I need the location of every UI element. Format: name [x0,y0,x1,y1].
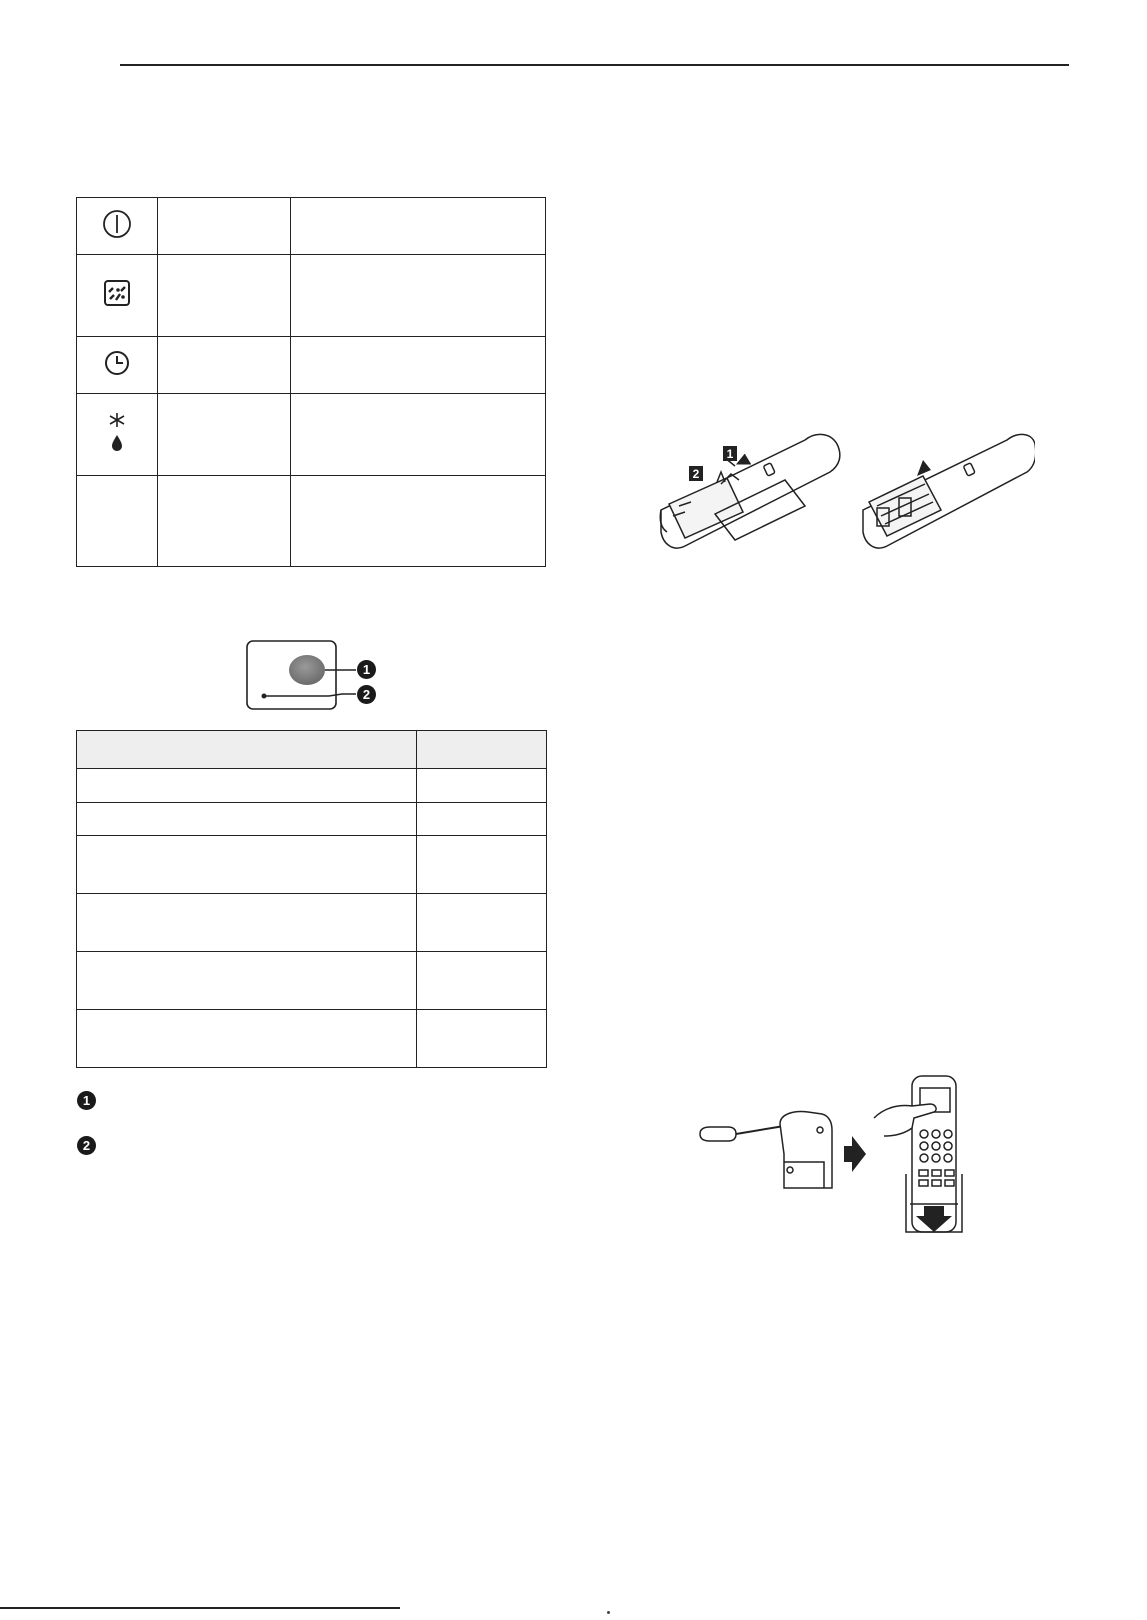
remote-closed-drawing [660,434,840,548]
table-row [77,803,547,836]
table-cell [77,769,417,803]
plasma-icon [103,279,131,307]
callout-1: 1 [357,660,376,679]
table-row [77,476,546,567]
indicator-table [76,197,546,567]
table-row [77,894,547,952]
indicator-description [291,394,546,476]
insert-arrow-icon [917,460,931,476]
indicator-description [291,255,546,337]
note-marker-1: 1 [77,1091,96,1110]
receiver-led [262,694,267,699]
table-cell [417,769,547,803]
holder-mounting-illustration [698,1074,968,1240]
table-header-cell [417,731,547,769]
table-cell [417,1010,547,1068]
indicator-name [158,255,291,337]
table-row [77,198,546,255]
defrost-icon [106,411,128,453]
table-cell [417,836,547,894]
table-header-row [77,731,547,769]
indicator-description [291,337,546,394]
table-cell [417,952,547,1010]
header-rule [120,64,1069,66]
indicator-name [158,476,291,567]
indicator-description [291,198,546,255]
note-marker-2: 2 [77,1136,96,1155]
table-cell [77,1010,417,1068]
remote-in-holder-drawing [874,1076,962,1232]
svg-text:1: 1 [726,447,734,461]
table-row [77,952,547,1010]
table-row [77,769,547,803]
indicator-description [291,476,546,567]
table-cell [417,803,547,836]
indicator-name [158,337,291,394]
screwdriver-drawing [700,1126,784,1141]
battery-cover-illustration [655,424,1035,574]
svg-text:2: 2 [692,467,700,481]
indicator-name [158,198,291,255]
power-icon [102,209,132,239]
remote-open-drawing [863,434,1035,548]
step-label-1 [723,446,737,461]
receiver-table [76,730,547,1068]
receiver-button [289,655,325,685]
table-row [77,394,546,476]
timer-icon [104,350,130,376]
table-cell [77,894,417,952]
table-row [77,337,546,394]
press-arrow-icon [737,454,751,464]
table-cell [77,803,417,836]
right-arrow-icon [844,1136,866,1172]
callout-2: 2 [357,685,376,704]
footer-mark [607,1611,610,1614]
footer-rule [0,1607,400,1609]
table-header-cell [77,731,417,769]
table-row [77,255,546,337]
holder-drawing [780,1112,832,1189]
table-row [77,836,547,894]
table-cell [417,894,547,952]
table-cell [77,836,417,894]
indicator-name [158,394,291,476]
table-row [77,1010,547,1068]
table-cell [77,952,417,1010]
step-label-2 [689,466,703,481]
